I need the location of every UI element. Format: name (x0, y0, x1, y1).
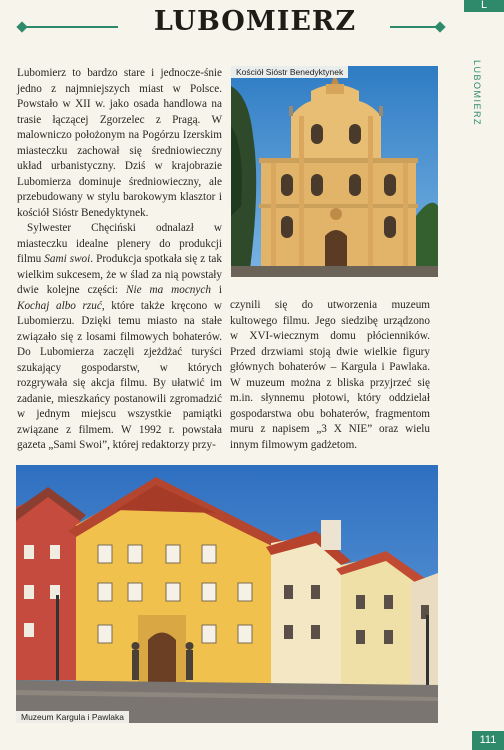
church-photo-caption: Kościół Sióstr Benedyktynek (231, 66, 348, 78)
film-title: Nie ma mocnych (126, 284, 211, 296)
film-title: Kochaj albo rzuć (17, 299, 102, 312)
side-running-header: LUBOMIERZ (472, 60, 482, 127)
church-photo (231, 66, 438, 277)
chapter-tab: L (464, 0, 504, 12)
text-column-right (230, 298, 430, 453)
museum-street-illustration (16, 465, 438, 723)
paragraph-history: Lubomierz to bardzo stare i jednocze-śnie jedno z najmniejszych miast w Polsce. Powstało w XII w. jako osada handlowa na trasie łączącej Zgorzelec z Pragą. W malowniczo położonym na Pogórzu Izerskim miasteczku zachował się średniowieczny układ urbanistyczny. Dziś w krajobrazie Lubomierza dominuje średniowieczny, ale przebudowany w stylu barokowym klasztor i kościół Sióstr Benedyktynek. (17, 67, 222, 219)
page-title: LUBOMIERZ (153, 6, 357, 37)
church-illustration (231, 66, 438, 277)
museum-photo-caption: Muzeum Kargula i Pawlaka (16, 711, 129, 723)
text-column-left (17, 66, 222, 454)
film-title: Sami swoi (44, 253, 91, 265)
paragraph-museum: czynili się do utworzenia muzeum kultowego filmu. Jego siedzibę urządzono w XVI-wiecznym domu płócienników. Przed drzwiami stoją dwie wielkie figury głównych bohaterów – Kargula i Pawlaka. W muzeum można z bliska przyjrzeć się m.in. słynnemu płotowi, który oddzielał gospodarstwa obu bohaterów, fragmentom muru z napisem „3 X NIE” oraz wielu innym filmowym gadżetom. (230, 299, 430, 451)
paragraph-film: Sylwester Chęciński odnalazł w miasteczku idealne plenery do produkcji filmu Sami swoi. Produkcja spotkała się z tak wielkim sukcesem, że w ślad za nią powstały dwie kolejne części: Nie ma mocnych i Kochaj albo rzuć, które także kręcono w Lubomierzu. Dzięki temu miasto na stałe związało się z losami filmowych bohaterów. Do Lubomierza zaczęli zjeżdżać turyści szukający gospodarstw, w których rozgrywała się akcja filmu. By ułatwić im zadanie, mieszkańcy postanowili zgromadzić w jednym miejscu wszystkie pamiątki związane z filmem. W 1992 r. powstała gazeta „Sami Swoi”, której redaktorzy przy- (17, 222, 222, 451)
title-ornament-left (20, 26, 118, 28)
page-number: 111 (472, 731, 504, 750)
museum-photo (16, 465, 438, 723)
title-ornament-right (390, 26, 442, 28)
